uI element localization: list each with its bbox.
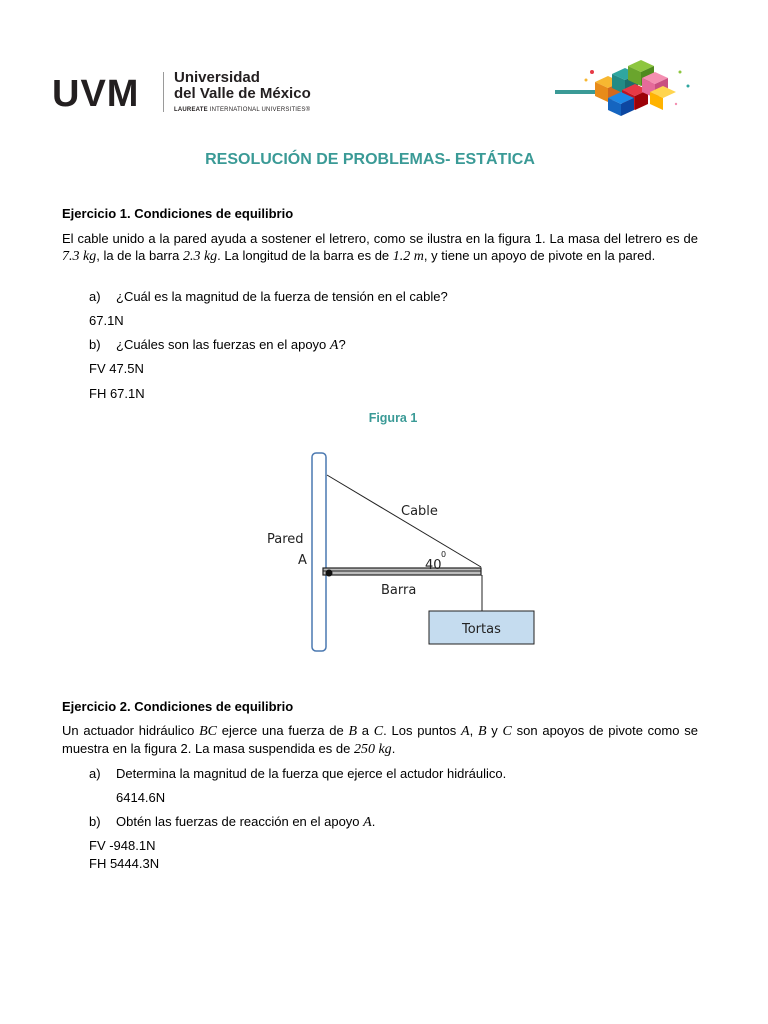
university-name-line1: Universidad	[174, 69, 260, 86]
ex1-question-a-letter: a)	[89, 289, 101, 304]
ex1-question-b	[116, 337, 346, 354]
ex2-qb-post: .	[371, 814, 376, 829]
ex2-text-6: y	[486, 723, 503, 738]
ex1-qb-var: A	[329, 338, 339, 353]
ex2-c2: C	[502, 724, 512, 739]
figure-1-diagram	[250, 445, 550, 660]
ex2-answer-a: 6414.6N	[116, 790, 166, 805]
ex1-qb-pre: ¿Cuáles son las fuerzas en el apoyo	[116, 337, 330, 352]
exercise-2-statement	[62, 723, 698, 758]
ex2-b: B	[348, 724, 358, 739]
ex1-question-a: ¿Cuál es la magnitud de la fuerza de tensión en el cable?	[116, 289, 448, 304]
ex1-text-3: . La longitud de la barra es de	[217, 247, 393, 263]
exercise-2-heading: Ejercicio 2. Condiciones de equilibrio	[62, 699, 294, 714]
university-name-line2: del Valle de México	[174, 85, 311, 102]
ex2-text-4: . Los puntos	[383, 723, 462, 738]
bar-label: Barra	[381, 583, 417, 598]
laureate-tagline	[174, 107, 310, 113]
ex1-text-1: El cable unido a la pared ayuda a sostener el letrero, como se ilustra en la figura 1. La masa del letrero es de	[62, 231, 698, 246]
ex2-text-2: ejerce una fuerza de	[217, 723, 349, 738]
ex1-length: 1.2 m	[392, 248, 424, 264]
ex1-answer-fh: FH 67.1N	[89, 386, 145, 401]
ex2-answer-fv: FV -948.1N	[89, 838, 156, 853]
ex2-text-3: a	[357, 723, 374, 738]
university-name	[174, 70, 311, 102]
cable-line	[327, 475, 481, 567]
exercise-1-statement	[62, 231, 698, 265]
angle-label: 40	[425, 558, 442, 573]
ex2-answer-fh: FH 5444.3N	[89, 856, 160, 871]
laureate-bold: LAUREATE	[174, 107, 208, 113]
ex2-b2: B	[477, 724, 487, 739]
ex2-question-a: Determina la magnitud de la fuerza que ejerce el actudor hidráulico.	[116, 766, 507, 781]
wall-rect	[312, 453, 326, 651]
ex1-answer-a: 67.1N	[89, 313, 124, 328]
cable-label: Cable	[401, 504, 438, 519]
page-title: RESOLUCIÓN DE PROBLEMAS- ESTÁTICA	[205, 151, 535, 168]
ex1-qb-post: ?	[338, 337, 346, 352]
exercise-1-heading: Ejercicio 1. Condiciones de equilibrio	[62, 206, 294, 221]
ex2-a: A	[461, 724, 470, 739]
ex2-qb-pre: Obtén las fuerzas de reacción en el apoyo	[116, 814, 364, 829]
ex2-text-8: .	[391, 740, 396, 756]
uvm-logo-mark: UVM	[52, 73, 140, 115]
ex1-text-4: , y tiene un apoyo de pivote en la pared.	[423, 247, 656, 263]
ex2-text-7: son apoyos de pivote como se muestra en la figura 2. La masa suspendida es de	[62, 723, 698, 756]
logo-divider	[163, 72, 164, 112]
ex1-mass-sign: 7.3 kg	[62, 248, 97, 264]
ex2-bc: BC	[199, 724, 218, 739]
ex2-qb-var: A	[363, 815, 372, 830]
colored-cubes-logo-icon	[550, 52, 700, 124]
pivot-point	[326, 570, 333, 577]
ex2-question-b-letter: b)	[89, 814, 101, 829]
ex1-question-b-letter: b)	[89, 337, 101, 352]
ex2-c: C	[373, 724, 384, 739]
ex2-text-5: ,	[469, 723, 478, 738]
wall-label: Pared	[267, 532, 304, 547]
ex2-question-a-letter: a)	[89, 766, 101, 781]
degree-symbol: 0	[441, 550, 447, 559]
ex1-text-2: , la de la barra	[96, 247, 183, 263]
figure-1-title: Figura 1	[368, 411, 418, 425]
ex1-mass-bar: 2.3 kg	[182, 248, 218, 264]
sign-label: Tortas	[462, 622, 501, 637]
laureate-rest: INTERNATIONAL UNIVERSITIES®	[209, 107, 311, 113]
ex2-question-b	[116, 814, 375, 831]
ex1-answer-fv: FV 47.5N	[89, 361, 144, 376]
ex2-mass: 250 kg	[353, 741, 392, 757]
ex2-text-1: Un actuador hidráulico	[62, 723, 200, 738]
point-a-label: A	[298, 553, 307, 568]
